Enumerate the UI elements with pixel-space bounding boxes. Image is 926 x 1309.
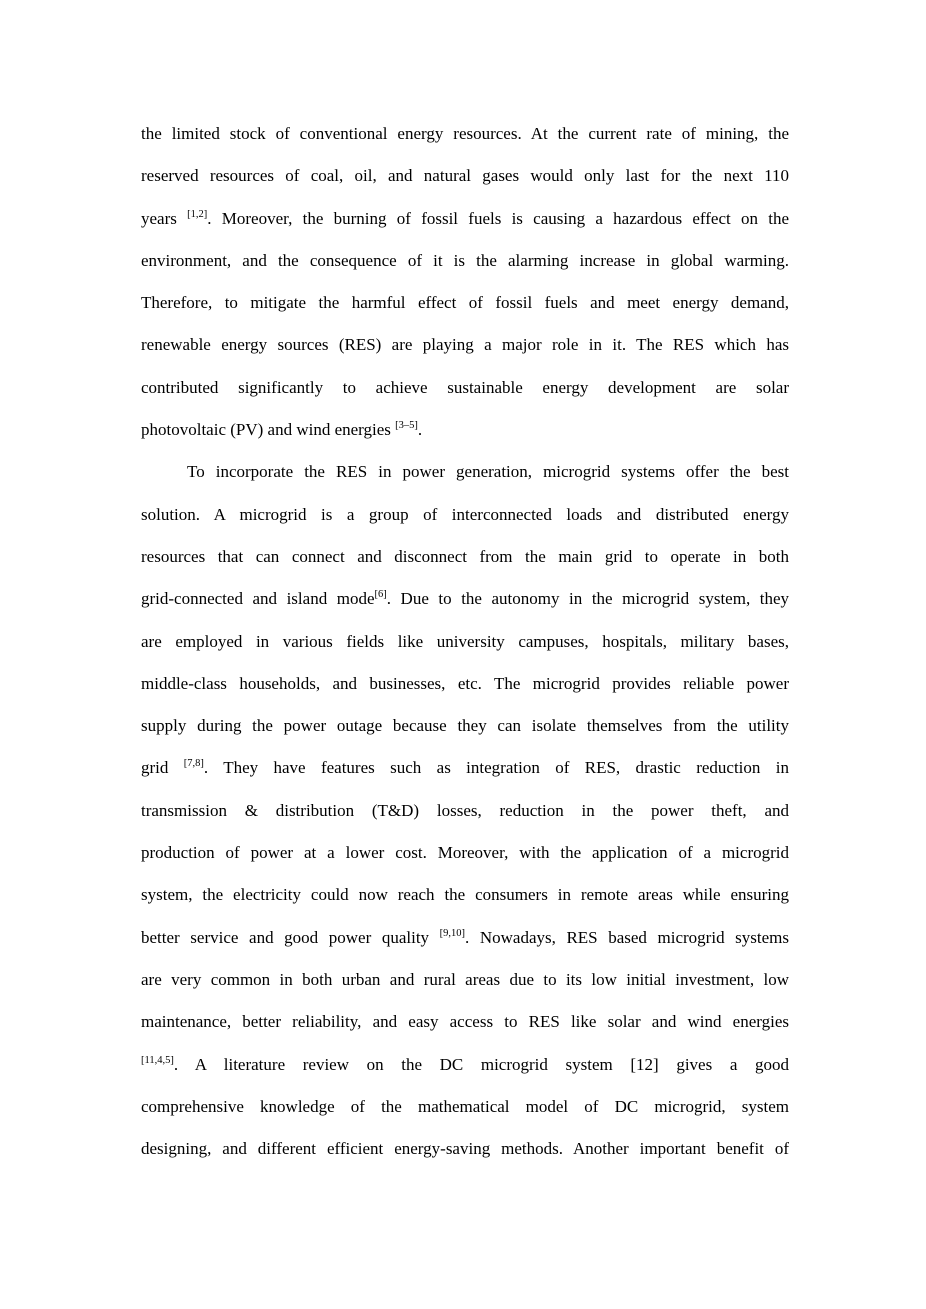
- text-line: [141, 621, 789, 663]
- text-line: [141, 536, 789, 578]
- citation-superscript: [1,2]: [187, 208, 208, 220]
- text-line: [141, 832, 789, 874]
- text-segment: are employed in various fields like university campuses, hospitals, military bases,: [141, 631, 789, 651]
- text-line: [141, 1128, 789, 1170]
- text-line: [141, 324, 789, 366]
- text-line: [141, 367, 789, 409]
- paragraph: [141, 451, 789, 1170]
- text-segment: middle-class households, and businesses, etc. The microgrid provides reliable power: [141, 673, 789, 693]
- text-segment: resources that can connect and disconnect from the main grid to operate in both: [141, 546, 789, 566]
- text-segment: . A literature review on the DC microgrid system [12] gives a good: [173, 1054, 789, 1074]
- paragraph: [141, 113, 789, 451]
- text-segment: To incorporate the RES in power generation, microgrid systems offer the best: [187, 462, 789, 482]
- citation-superscript: [9,10]: [439, 927, 466, 939]
- text-line: [141, 282, 789, 324]
- text-line: [141, 1044, 789, 1086]
- text-segment: . They have features such as integration of RES, drastic reduction in: [203, 758, 789, 778]
- text-segment: the limited stock of conventional energy resources. At the current rate of mining, the: [141, 124, 789, 143]
- citation-superscript: [3–5]: [395, 420, 418, 432]
- text-line: [141, 959, 789, 1001]
- text-segment: solution. A microgrid is a group of interconnected loads and distributed energy: [141, 504, 789, 524]
- text-line: [141, 1086, 789, 1128]
- text-segment: . Moreover, the burning of fossil fuels is causing a hazardous effect on the: [207, 208, 789, 228]
- text-segment: reserved resources of coal, oil, and natural gases would only last for the next 110: [141, 166, 789, 186]
- text-segment: designing, and different efficient energy-saving methods. Another important benefit of: [141, 1139, 789, 1159]
- text-segment: are very common in both urban and rural areas due to its low initial investment, low: [141, 969, 789, 989]
- text-line: [141, 663, 789, 705]
- text-segment: contributed significantly to achieve sustainable energy development are solar: [141, 377, 789, 397]
- text-line: [141, 198, 789, 240]
- text-line: [141, 578, 789, 620]
- text-line: [141, 705, 789, 747]
- text-segment: better service and good power quality: [141, 927, 440, 947]
- text-segment: maintenance, better reliability, and easy access to RES like solar and wind energies: [141, 1012, 789, 1032]
- text-segment: production of power at a lower cost. Moreover, with the application of a microgrid: [141, 843, 789, 863]
- text-line: [141, 494, 789, 536]
- text-segment: Therefore, to mitigate the harmful effect of fossil fuels and meet energy demand,: [141, 293, 789, 313]
- text-line: [141, 790, 789, 832]
- text-line: [141, 874, 789, 916]
- text-segment: supply during the power outage because they can isolate themselves from the utility: [141, 716, 789, 736]
- text-line: [141, 240, 789, 282]
- citation-superscript: [11,4,5]: [141, 1054, 174, 1066]
- text-segment: years: [141, 208, 188, 228]
- text-line: [141, 1001, 789, 1043]
- text-line: [141, 113, 789, 155]
- text-segment: . Due to the autonomy in the microgrid system, they: [386, 589, 789, 609]
- text-segment: .: [417, 420, 423, 440]
- text-line: [141, 917, 789, 959]
- citation-superscript: [7,8]: [183, 758, 204, 770]
- text-segment: environment, and the consequence of it is the alarming increase in global warming.: [141, 250, 789, 270]
- text-segment: renewable energy sources (RES) are playing a major role in it. The RES which has: [141, 335, 789, 355]
- citation-superscript: [6]: [374, 589, 387, 601]
- text-segment: . Nowadays, RES based microgrid systems: [465, 927, 789, 947]
- text-line: [141, 409, 789, 451]
- text-line: [141, 747, 789, 789]
- text-segment: comprehensive knowledge of the mathematical model of DC microgrid, system: [141, 1096, 789, 1116]
- text-segment: system, the electricity could now reach the consumers in remote areas while ensuring: [141, 885, 789, 905]
- text-segment: grid-connected and island mode: [141, 589, 375, 609]
- document-body: [141, 113, 789, 1170]
- text-line: [141, 155, 789, 197]
- text-line: [141, 451, 789, 493]
- text-segment: transmission & distribution (T&D) losses, reduction in the power theft, and: [141, 800, 789, 820]
- text-segment: photovoltaic (PV) and wind energies: [141, 420, 396, 440]
- text-segment: grid: [141, 758, 184, 778]
